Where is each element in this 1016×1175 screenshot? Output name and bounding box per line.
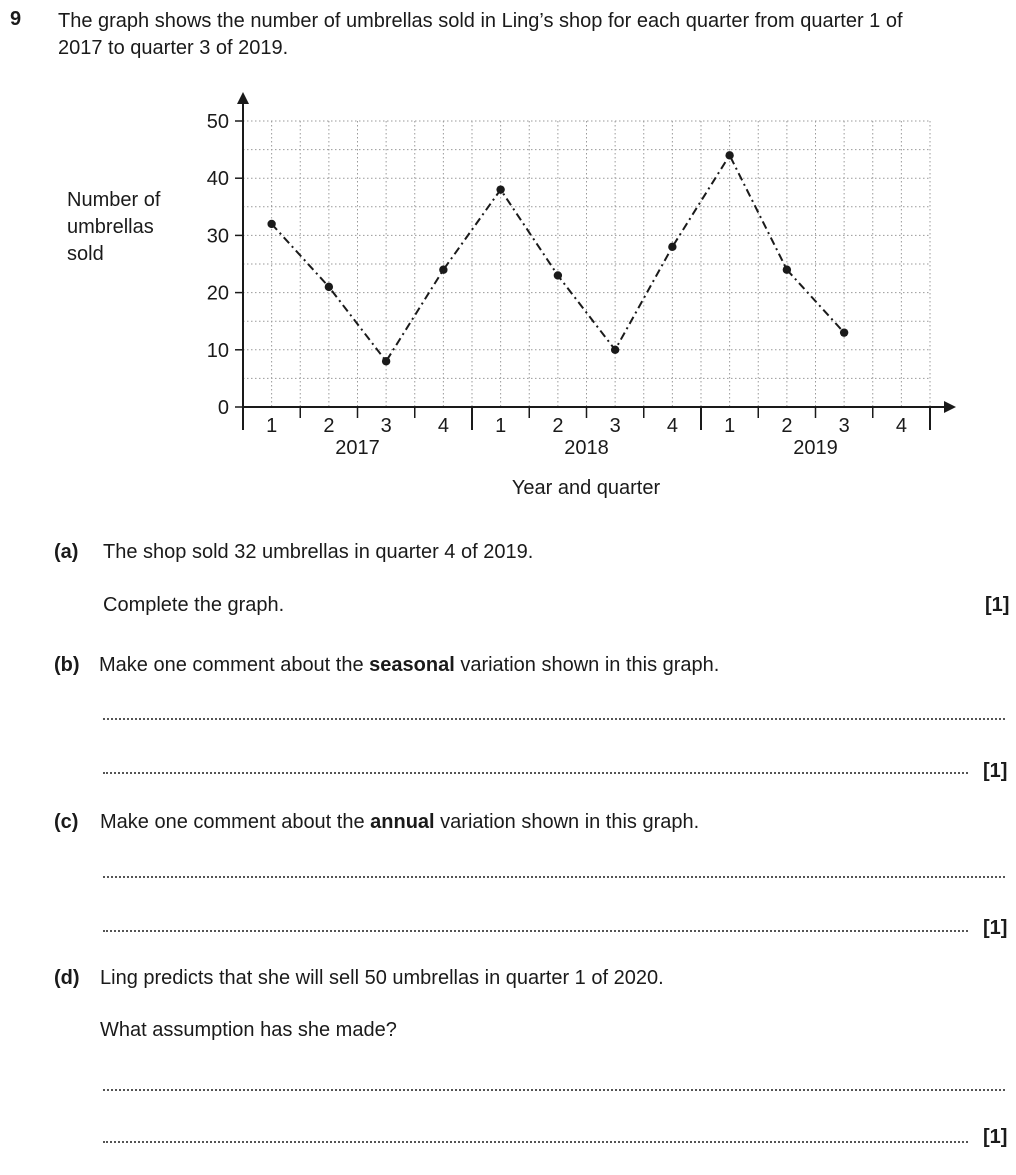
quarter-label: 4	[895, 415, 907, 437]
y-label-line-3: sold	[67, 243, 104, 265]
y-label-line-1: Number of	[67, 189, 161, 211]
answer-line-c2[interactable]	[103, 930, 968, 932]
data-point	[439, 266, 447, 274]
part-a-instruction: Complete the graph.	[103, 594, 285, 616]
quarter-label: 1	[495, 415, 507, 437]
data-point	[840, 328, 848, 336]
part-b-text-before: Make one comment about the	[99, 654, 370, 676]
part-b-marks: [1]	[983, 760, 1008, 782]
quarter-label: 4	[437, 415, 449, 437]
quarter-label: 3	[838, 415, 850, 437]
part-c-label: (c)	[54, 811, 79, 833]
grid-minor	[243, 121, 930, 407]
part-b-label: (b)	[54, 654, 80, 676]
part-c-text	[100, 811, 699, 834]
x-axis-label: Year and quarter	[511, 477, 661, 499]
data-point	[496, 185, 504, 193]
part-c-marks: [1]	[983, 917, 1008, 939]
part-b-text	[99, 654, 719, 677]
part-d-marks: [1]	[983, 1126, 1008, 1148]
year-label: 2019	[793, 437, 838, 459]
part-a-text: The shop sold 32 umbrellas in quarter 4 of 2019.	[103, 541, 534, 563]
part-b-text-after: variation shown in this graph.	[454, 654, 720, 676]
question-number: 9	[10, 8, 22, 30]
answer-line-d2[interactable]	[103, 1141, 968, 1143]
y-tick-label: 0	[217, 397, 229, 419]
year-label: 2017	[335, 437, 380, 459]
part-d-question: What assumption has she made?	[100, 1019, 397, 1041]
answer-line-c1[interactable]	[103, 876, 1005, 878]
part-c-text-before: Make one comment about the	[100, 811, 371, 833]
y-axis-arrow	[237, 92, 249, 104]
answer-line-b2[interactable]	[103, 772, 968, 774]
part-c-bold: annual	[370, 811, 435, 833]
y-tick-label: 40	[206, 168, 229, 191]
part-d-text: Ling predicts that she will sell 50 umbrellas in quarter 1 of 2020.	[100, 967, 664, 989]
intro-line-2: 2017 to quarter 3 of 2019.	[58, 37, 289, 59]
quarter-label: 4	[666, 415, 678, 437]
quarter-label: 3	[609, 415, 621, 437]
part-d-label: (d)	[54, 967, 80, 989]
quarter-label: 1	[266, 415, 278, 437]
data-point	[668, 243, 676, 251]
data-point	[725, 151, 733, 159]
answer-line-b1[interactable]	[103, 718, 1005, 720]
axes	[237, 92, 956, 430]
answer-line-d1[interactable]	[103, 1089, 1005, 1091]
quarter-label: 3	[380, 415, 392, 437]
umbrella-sales-chart	[0, 0, 1016, 520]
y-tick-label: 50	[206, 111, 229, 133]
x-axis-arrow	[944, 401, 956, 413]
intro-line-1: The graph shows the number of umbrellas sold in Ling’s shop for each quarter from quarter 1 of	[58, 10, 903, 32]
part-a-marks: [1]	[985, 594, 1010, 616]
year-label: 2018	[564, 437, 609, 459]
y-tick-label: 20	[206, 282, 229, 305]
data-point	[611, 346, 619, 354]
data-point	[325, 283, 333, 291]
part-b-bold: seasonal	[369, 654, 455, 676]
quarter-label: 1	[724, 415, 736, 437]
data-point	[783, 266, 791, 274]
data-point	[382, 357, 390, 365]
part-c-text-after: variation shown in this graph.	[434, 811, 700, 833]
quarter-label: 2	[552, 415, 564, 437]
quarter-label: 2	[781, 415, 793, 437]
y-tick-label: 30	[206, 225, 229, 248]
y-label-line-2: umbrellas	[67, 216, 154, 238]
y-tick-label: 10	[206, 339, 229, 362]
quarter-label: 2	[323, 415, 335, 437]
data-point	[554, 271, 562, 279]
part-a-label: (a)	[54, 541, 79, 563]
data-point	[267, 220, 275, 228]
